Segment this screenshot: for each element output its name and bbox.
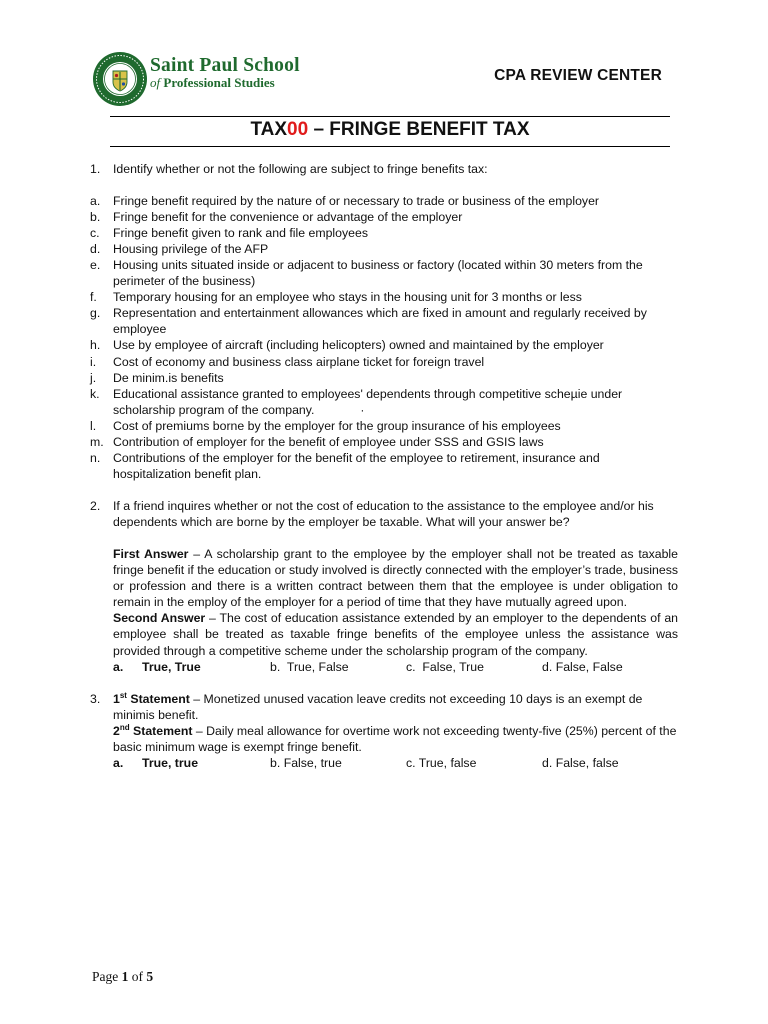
question-prompt: Identify whether or not the following are subject to fringe benefits tax: xyxy=(113,162,488,176)
list-item xyxy=(90,225,678,241)
choice-text: True, false xyxy=(418,756,477,771)
choice-letter: d. xyxy=(542,659,553,674)
page-label: Page xyxy=(92,969,122,984)
statement-1-sup: st xyxy=(119,690,127,700)
stray-mark: · xyxy=(360,402,365,417)
item-marker: a. xyxy=(90,193,101,208)
choice-b xyxy=(270,659,406,675)
question-number: 1. xyxy=(90,162,101,176)
item-marker: h. xyxy=(90,338,101,353)
choice-a xyxy=(113,659,270,675)
choice-letter: b. xyxy=(270,756,281,771)
question-3 xyxy=(90,691,678,771)
list-item xyxy=(90,193,678,209)
item-marker: d. xyxy=(90,241,101,256)
page-header xyxy=(0,0,768,110)
item-text: Fringe benefit required by the nature of or necessary to trade or business of the employer xyxy=(113,193,599,208)
choice-letter: d. xyxy=(542,756,553,771)
choice-letter: a. xyxy=(113,659,124,674)
list-item xyxy=(90,241,678,257)
item-text: Cost of premiums borne by the employer for the group insurance of his employees xyxy=(113,418,561,433)
list-item xyxy=(90,370,678,386)
question-number: 2. xyxy=(90,499,101,514)
item-text: Housing units situated inside or adjacent to business or factory (located within 30 meters from the perimeter of the business) xyxy=(113,257,643,289)
choice-letter: c. xyxy=(406,659,416,674)
school-name-line2 xyxy=(150,76,340,90)
choice-text: True, True xyxy=(142,659,201,674)
list-item xyxy=(90,386,678,418)
second-answer-label: Second Answer xyxy=(113,611,206,626)
statements xyxy=(113,691,678,771)
item-text: Contribution of employer for the benefit of employee under SSS and GSIS laws xyxy=(113,435,544,449)
question-prompt: If a friend inquires whether or not the cost of education to the assistance to the employee and/or his dependents which are borne by the employer be taxable. What will your answer be? xyxy=(113,499,654,530)
list-item xyxy=(90,305,678,337)
review-center-title: CPA REVIEW CENTER xyxy=(494,67,662,84)
item-text-wrap xyxy=(113,386,678,418)
school-name-rest: Professional Studies xyxy=(163,75,275,90)
item-marker: c. xyxy=(90,225,100,240)
question-number: 3. xyxy=(90,691,101,706)
item-text: Temporary housing for an employee who stays in the housing unit for 3 months or less xyxy=(113,290,582,305)
item-text: Fringe benefit given to rank and file employees xyxy=(113,225,368,240)
item-text: Educational assistance granted to employees' dependents through competitive scheµie under scholarship program of the company. xyxy=(113,386,623,417)
q1-item-list xyxy=(90,193,678,483)
list-item xyxy=(90,418,678,434)
statement-1-label: Statement xyxy=(126,691,190,706)
item-marker: l. xyxy=(90,418,97,433)
page-total: 5 xyxy=(146,969,154,984)
first-answer-label: First Answer xyxy=(113,546,189,561)
list-item xyxy=(90,450,678,482)
item-marker: g. xyxy=(90,306,101,321)
item-marker: j. xyxy=(90,370,97,385)
choice-b xyxy=(270,755,406,771)
item-text: Fringe benefit for the convenience or advantage of the employer xyxy=(113,209,463,224)
school-seal-logo xyxy=(92,51,148,107)
page-of-label: of xyxy=(128,969,147,984)
choice-c xyxy=(406,755,542,771)
q3-choices xyxy=(113,755,678,771)
q2-choices xyxy=(113,659,678,675)
item-marker: e. xyxy=(90,257,101,272)
page-number: 1 xyxy=(121,969,129,984)
item-text: Housing privilege of the AFP xyxy=(113,241,269,256)
choice-letter: b. xyxy=(270,659,281,674)
second-answer xyxy=(113,610,678,658)
list-item xyxy=(90,257,678,289)
title-prefix: TAX xyxy=(250,119,288,140)
choice-text: True, true xyxy=(142,756,199,771)
first-answer-text: – A scholarship grant to the employee by the employer shall not be treated as taxable fringe benefit if the education or study involved is directly connected with the employer’s trade, business or profession and there is a written contract between them that the employee is under obligation to remain in the employ of the employer for a period of time that they have mutually agreed upon. xyxy=(113,546,679,610)
title-suffix: – FRINGE BENEFIT TAX xyxy=(308,119,530,140)
list-item xyxy=(90,354,678,370)
item-marker: i. xyxy=(90,354,97,369)
item-marker: b. xyxy=(90,209,101,224)
answer-block xyxy=(90,546,678,675)
first-answer xyxy=(113,546,678,610)
school-name-line1: Saint Paul School xyxy=(150,55,300,76)
choice-letter: a. xyxy=(113,756,124,771)
choice-letter: c. xyxy=(406,756,416,771)
statement-1 xyxy=(113,691,678,723)
choice-d xyxy=(542,659,623,675)
title-rule-bottom xyxy=(110,146,670,147)
statement-2-label: Statement xyxy=(129,723,193,738)
choice-text: False, True xyxy=(422,659,484,674)
item-text: De minim.is benefits xyxy=(113,370,224,385)
document-title xyxy=(110,119,670,141)
item-text: Use by employee of aircraft (including helicopters) owned and maintained by the employer xyxy=(113,338,604,353)
second-answer-text: – The cost of education assistance extended by an employer to the dependents of an employee shall be treated as taxable fringe benefits of the employee unless the assistance was provided through a competitive scheme under the scholarship program of the company. xyxy=(113,611,678,658)
school-wordmark xyxy=(150,56,340,96)
item-marker: m. xyxy=(90,435,104,449)
question-1 xyxy=(90,161,678,177)
statement-2-num: 2 xyxy=(113,723,120,738)
statement-1-text: – Monetized unused vacation leave credits not exceeding 10 days is an exempt de minimis benefit. xyxy=(113,691,643,722)
choice-text: False, False xyxy=(555,659,623,674)
choice-c xyxy=(406,659,542,675)
page-footer xyxy=(92,969,153,985)
question-2 xyxy=(90,498,678,530)
item-text: Representation and entertainment allowances which are fixed in amount and regularly received by employee xyxy=(113,306,647,337)
statement-2-sup: nd xyxy=(119,722,130,732)
list-item xyxy=(90,289,678,305)
answer-texts xyxy=(113,546,678,675)
choice-text: True, False xyxy=(286,659,349,674)
choice-text: False, true xyxy=(283,756,342,771)
item-text: Cost of economy and business class airplane ticket for foreign travel xyxy=(113,354,485,369)
document-body xyxy=(90,161,678,771)
list-item xyxy=(90,337,678,353)
item-marker: f. xyxy=(90,290,97,305)
list-item xyxy=(90,209,678,225)
title-number: 00 xyxy=(287,119,309,140)
statement-2 xyxy=(113,723,678,755)
item-text: Contributions of the employer for the benefit of the employee to retirement, insurance and hospitalization benefit plan. xyxy=(113,451,600,482)
statement-1-num: 1 xyxy=(113,691,120,706)
list-item xyxy=(90,434,678,450)
item-marker: n. xyxy=(90,451,101,466)
school-name-of: of xyxy=(150,75,161,90)
choice-text: False, false xyxy=(555,756,619,771)
choice-d xyxy=(542,755,619,771)
title-rule-top xyxy=(110,116,670,117)
statement-2-text: – Daily meal allowance for overtime work not exceeding twenty-five (25%) percent of the basic minimum wage is exempt fringe benefit. xyxy=(113,723,677,754)
item-marker: k. xyxy=(90,386,100,401)
choice-a xyxy=(113,755,270,771)
